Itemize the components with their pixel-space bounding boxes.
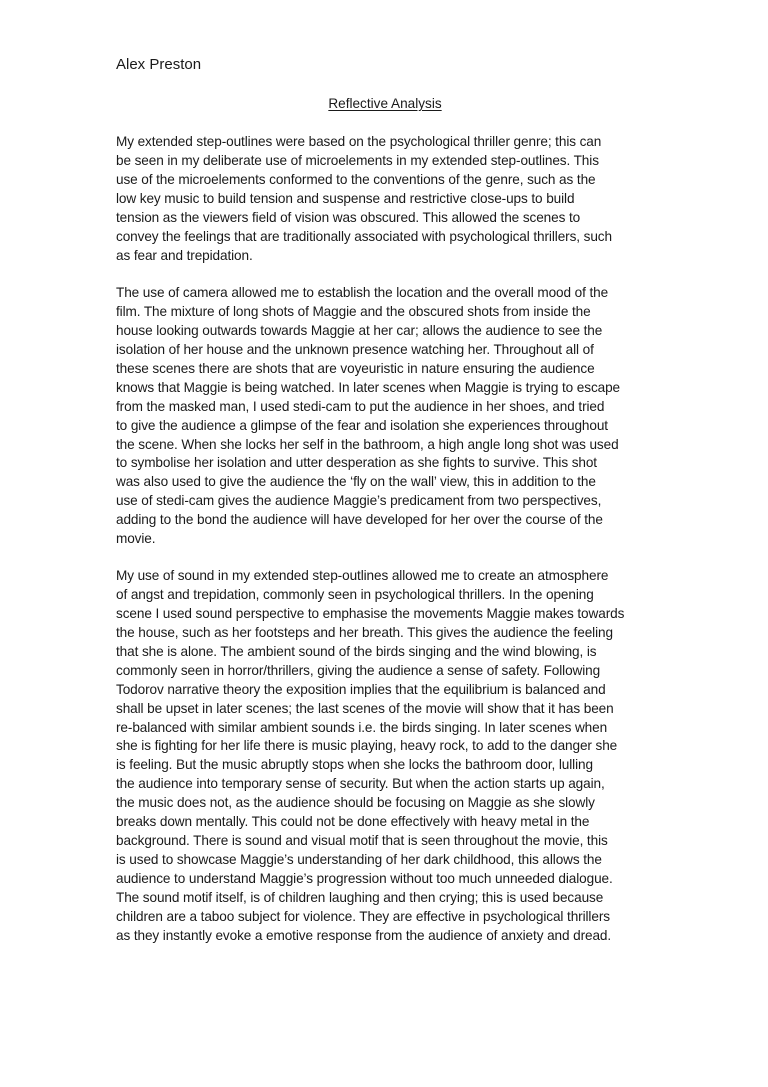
paragraph-line: to give the audience a glimpse of the fear and isolation she experiences throughout xyxy=(116,417,608,433)
paragraph-line: use of stedi-cam gives the audience Maggie’s predicament from two perspectives, xyxy=(116,493,602,509)
paragraph-line: tension as the viewers field of vision was obscured. This allowed the scenes to xyxy=(116,209,581,225)
paragraph-line: be seen in my deliberate use of microelements in my extended step-outlines. This xyxy=(116,152,599,168)
paragraph-line: to symbolise her isolation and utter desperation as she fights to survive. This shot xyxy=(116,455,597,471)
paragraph-line: film. The mixture of long shots of Maggie and the obscured shots from inside the xyxy=(116,303,591,319)
paragraph-line: of angst and trepidation, commonly seen in psychological thrillers. In the opening xyxy=(116,586,594,602)
paragraph-line: re-balanced with similar ambient sounds i.e. the birds singing. In later scenes when xyxy=(116,719,608,735)
paragraph-line: breaks down mentally. This could not be done effectively with heavy metal in the xyxy=(116,814,590,830)
paragraph-line: The sound motif itself, is of children laughing and then crying; this is used because xyxy=(116,889,604,905)
paragraph-line: background. There is sound and visual motif that is seen throughout the movie, this xyxy=(116,833,608,849)
paragraph-line: My use of sound in my extended step-outlines allowed me to create an atmosphere xyxy=(116,568,609,583)
paragraph-line: from the masked man, I used stedi-cam to put the audience in her shoes, and tried xyxy=(116,398,605,414)
paragraph-line: commonly seen in horror/thrillers, giving the audience a sense of safety. Following xyxy=(116,662,601,678)
paragraph-line: was also used to give the audience the ‘fly on the wall’ view, this in addition to the xyxy=(116,474,596,490)
paragraph-line: knows that Maggie is being watched. In later scenes when Maggie is trying to escape xyxy=(116,379,621,395)
paragraph-line: the audience into temporary sense of security. But when the action starts up again, xyxy=(116,776,605,792)
paragraph-line: children are a taboo subject for violence. They are effective in psychological thrillers xyxy=(116,908,610,924)
paragraph-line: as they instantly evoke a emotive response from the audience of anxiety and dread. xyxy=(116,927,612,943)
paragraph-line: The use of camera allowed me to establish the location and the overall mood of the xyxy=(116,285,609,300)
paragraph-line: scene I used sound perspective to emphasise the movements Maggie makes towards xyxy=(116,605,625,621)
paragraph-line: My extended step-outlines were based on the psychological thriller genre; this can xyxy=(116,134,602,149)
paragraph-line: movie. xyxy=(116,531,156,547)
paragraph-line: that she is alone. The ambient sound of the birds singing and the wind blowing, is xyxy=(116,643,597,659)
paragraph-line: Todorov narrative theory the exposition implies that the equilibrium is balanced and xyxy=(116,681,606,697)
paragraph-line: is used to showcase Maggie’s understanding of her dark childhood, this allows the xyxy=(116,852,602,868)
paragraph-line: shall be upset in later scenes; the last scenes of the movie will show that it has been xyxy=(116,700,614,716)
paragraph-line: the house, such as her footsteps and her breath. This gives the audience the feeling xyxy=(116,624,613,640)
paragraph-line: audience to understand Maggie’s progression without too much unneeded dialogue. xyxy=(116,871,613,886)
paragraph-line: adding to the bond the audience will have developed for her over the course of the xyxy=(116,512,603,528)
paragraph-genre xyxy=(116,133,656,266)
document-title-text: Reflective Analysis xyxy=(328,96,442,111)
paragraph-line: the scene. When she locks her self in the bathroom, a high angle long shot was used xyxy=(116,436,619,452)
paragraph-sound xyxy=(116,567,656,946)
author-name: Alex Preston xyxy=(116,56,202,73)
paragraph-line: these scenes there are shots that are voyeuristic in nature ensuring the audience xyxy=(116,360,595,376)
paragraph-line: she is fighting for her life there is music playing, heavy rock, to add to the danger she xyxy=(116,738,618,754)
paragraph-line: is feeling. But the music abruptly stops when she locks the bathroom door, lulling xyxy=(116,757,593,773)
paragraph-line: isolation of her house and the unknown presence watching her. Throughout all of xyxy=(116,341,594,357)
paragraph-line: use of the microelements conformed to the conventions of the genre, such as the xyxy=(116,171,596,187)
paragraph-line: convey the feelings that are traditionally associated with psychological thrillers, such xyxy=(116,228,612,244)
paragraph-line: low key music to build tension and suspense and restrictive close-ups to build xyxy=(116,190,575,206)
paragraph-line: as fear and trepidation. xyxy=(116,247,253,263)
paragraph-line: the music does not, as the audience should be focusing on Maggie as she slowly xyxy=(116,795,595,811)
document-title xyxy=(0,94,768,113)
paragraph-line: house looking outwards towards Maggie at her car; allows the audience to see the xyxy=(116,322,603,338)
paragraph-camera xyxy=(116,284,656,549)
